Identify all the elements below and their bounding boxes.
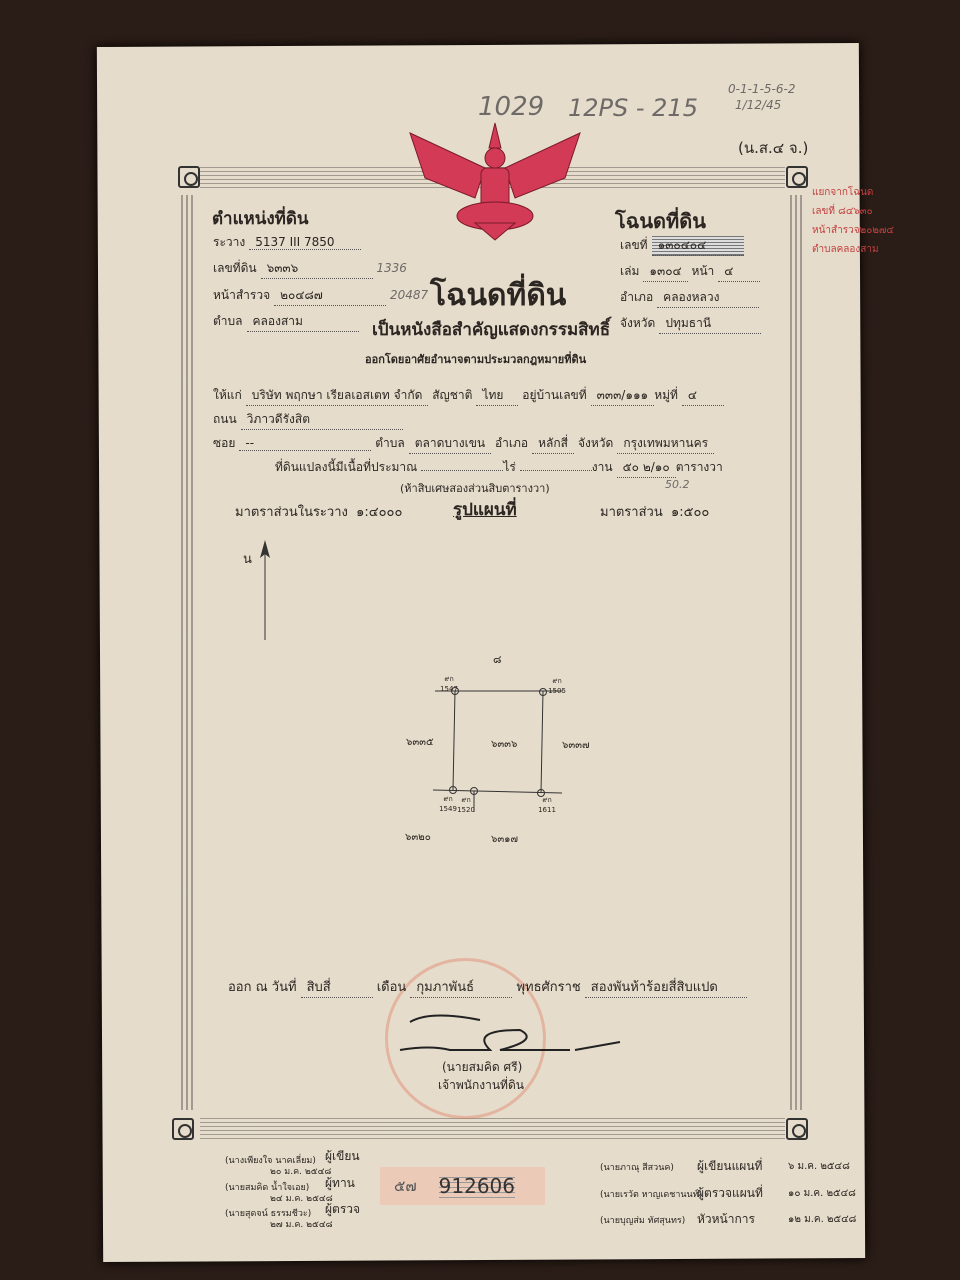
lot-west: ๖๓๓๕ <box>406 737 434 748</box>
subdistrict: ตลาดบางเขน <box>409 434 491 454</box>
serial-prefix: ๕๗ <box>394 1177 417 1195</box>
label: เล่ม <box>620 264 640 278</box>
corner-ornament-icon <box>786 1118 808 1140</box>
marker-label: ๙ก 1549 <box>439 795 457 813</box>
soi: -- <box>239 436 371 451</box>
label: เลขที่ <box>620 238 648 252</box>
parcel-map <box>400 640 640 850</box>
province: ปทุมธานี <box>659 314 761 334</box>
handwritten-date: 1/12/45 <box>735 98 782 112</box>
label: พุทธศักราช <box>516 980 581 995</box>
signatory-date: ๒๐ ม.ค. ๒๕๔๘ <box>270 1167 332 1177</box>
signatory-role: ผู้ตรวจแผนที่ <box>697 1186 763 1200</box>
signatory-name: (นายสุดจน์ ธรรมชีวะ) <box>225 1209 312 1219</box>
label: ซอย <box>213 436 236 450</box>
square-wa: ๕๐ ๒/๑๐ <box>617 458 676 478</box>
label: จังหวัด <box>620 316 656 330</box>
drawing-scale: ๑:๕๐๐ <box>670 505 710 520</box>
label: เลขที่ดิน <box>213 261 257 275</box>
serial-box <box>380 1167 545 1205</box>
corner-ornament-icon <box>178 166 200 188</box>
issue-year: สองพันห้าร้อยสี่สิบแปด <box>585 976 747 998</box>
corner-ornament-icon <box>786 166 808 188</box>
label: หมู่ที่ <box>654 388 678 402</box>
north-arrow-icon <box>258 540 272 640</box>
signatory-date: ๒๔ ม.ค. ๒๕๔๘ <box>270 1194 333 1204</box>
deed-heading: โฉนดที่ดิน <box>615 209 706 233</box>
label: อำเภอ <box>620 290 654 304</box>
location-value: คลองสาม <box>247 312 359 332</box>
label: ตารางวา <box>675 460 723 474</box>
officer-title: เจ้าพนักงานที่ดิน <box>438 1078 524 1092</box>
serial-number: 912606 <box>438 1174 515 1198</box>
side-note-line: หน้าสำรวจ๒๐๒๗๔ <box>812 225 894 236</box>
border-microtext <box>181 195 195 1110</box>
location-value: 5137 III 7850 <box>249 235 361 250</box>
label: อยู่บ้านเลขที่ <box>522 388 587 402</box>
border-microtext <box>790 195 804 1110</box>
officer-name: (นายสมคิด ศรี) <box>442 1060 523 1074</box>
location-value: ๖๓๓๖ <box>261 259 373 279</box>
label: มาตราส่วนในระวาง <box>235 505 348 520</box>
signatory-role: ผู้ตรวจ <box>325 1202 361 1216</box>
location-value: ๒๐๔๘๗ <box>274 286 386 306</box>
signatory-name: (นายสมคิด น้ำใจเอย) <box>225 1183 310 1193</box>
district: คลองหลวง <box>657 288 759 308</box>
side-note-line: ตำบลคลองสาม <box>812 244 879 255</box>
marker-label: ๙ก 1520 <box>457 796 475 814</box>
handwritten-note: 1336 <box>376 261 407 275</box>
issued-under: ออกโดยอาศัยอำนาจตามประมวลกฎหมายที่ดิน <box>365 353 587 366</box>
signatory-date: ๑๐ ม.ค. ๒๕๔๘ <box>788 1188 856 1199</box>
page-number: ๔ <box>718 262 760 282</box>
signatory-role: ผู้เขียนแผนที่ <box>697 1159 763 1173</box>
book-number: ๑๓๐๔ <box>643 262 687 282</box>
garuda-emblem-icon <box>405 118 585 243</box>
signatory-name: (นายภาณุ สีสวนค) <box>600 1163 674 1173</box>
signatory-name: (นางเพียงใจ นาคเลี่ยม) <box>225 1156 316 1166</box>
label: ถนน <box>213 412 237 426</box>
officer-signature <box>370 1010 630 1055</box>
handwritten-ref: 1029 <box>478 92 545 122</box>
label: อำเภอ <box>494 436 529 450</box>
border-microtext <box>200 1117 785 1139</box>
label: มาตราส่วน <box>600 505 663 520</box>
label: สัญชาติ <box>432 388 473 402</box>
document-title: โฉนดที่ดิน <box>430 278 567 313</box>
handwritten-ref: 12PS - 215 <box>568 94 698 122</box>
map-heading: รูปแผนที่ <box>453 500 517 520</box>
lot-southwest: ๖๓๒๐ <box>405 832 431 843</box>
signatory-date: ๒๗ ม.ค. ๒๕๔๘ <box>270 1220 333 1230</box>
label: จังหวัด <box>577 436 614 450</box>
signatory-name: (นายบุญส่ม ทัศสุนทร) <box>600 1216 686 1226</box>
side-note-line: แยกจากโฉนด <box>812 187 874 198</box>
corner-ornament-icon <box>172 1118 194 1140</box>
lot-east: ๖๓๓๗ <box>562 740 590 751</box>
signatory-date: ๑๒ ม.ค. ๒๕๔๘ <box>788 1214 857 1225</box>
road: วิภาวดีรังสิต <box>241 410 403 430</box>
label: งาน <box>591 460 613 474</box>
location-heading: ตำแหน่งที่ดิน <box>212 209 309 229</box>
deed-number: ๑๓๐๔๐๔ <box>652 236 744 256</box>
handwritten-code: 0-1-1-5-6-2 <box>728 82 796 96</box>
signatory-role: ผู้เขียน <box>325 1149 360 1163</box>
form-code: (น.ส.๔ จ.) <box>738 139 809 157</box>
document-subtitle: เป็นหนังสือสำคัญแสดงกรรมสิทธิ์ <box>372 320 611 340</box>
owner-name: บริษัท พฤกษา เรียลเอสเตท จำกัด <box>246 386 429 406</box>
label: เดือน <box>376 980 407 995</box>
issue-month: กุมภาพันธ์ <box>410 976 512 998</box>
handwritten-note: 20487 <box>389 288 429 302</box>
label: ตำบล <box>213 314 243 328</box>
marker-label: ๙ก 1547 <box>440 675 458 693</box>
moo: ๔ <box>682 386 724 406</box>
label: ระวาง <box>213 235 246 249</box>
handwritten-area: 50.2 <box>665 478 690 491</box>
lot-center: ๖๓๓๖ <box>491 739 518 750</box>
marker-label: ๙ก 1611 <box>538 796 556 814</box>
label: ไร่ <box>503 460 516 474</box>
side-note <box>812 183 894 259</box>
rai <box>421 470 503 471</box>
signatory-role: ผู้ทาน <box>325 1176 355 1190</box>
signatory-date: ๖ ม.ค. ๒๕๔๘ <box>788 1161 850 1172</box>
lot-north: ๘ <box>493 653 502 666</box>
signatory-name: (นายเรวัต หาญเดชานนท์) <box>600 1190 703 1200</box>
marker-label: ๙ก 1505 <box>548 677 566 695</box>
lot-south: ๖๓๑๗ <box>491 834 519 845</box>
label: หน้า <box>691 264 715 278</box>
label: ตำบล <box>375 436 405 450</box>
house-number: ๓๓๓/๑๑๑ <box>591 386 655 406</box>
nationality: ไทย <box>476 386 518 406</box>
district: หลักสี่ <box>532 434 574 454</box>
label: หน้าสำรวจ <box>213 288 271 302</box>
area-in-words: (ห้าสิบเศษสองส่วนสิบตารางวา) <box>400 482 550 495</box>
map-scale: ๑:๔๐๐๐ <box>356 505 403 520</box>
side-note-line: เลขที่ ๘๔๖๓๐ <box>812 206 873 217</box>
ngan <box>520 470 592 471</box>
signatory-role: หัวหน้าการ <box>697 1212 755 1226</box>
label: ให้แก่ <box>213 388 242 402</box>
label: ออก ณ วันที่ <box>228 980 297 995</box>
province: กรุงเทพมหานคร <box>617 434 714 454</box>
north-label: น <box>243 552 252 567</box>
issue-day: สิบสี่ <box>301 976 373 998</box>
label: ที่ดินแปลงนี้มีเนื้อที่ประมาณ <box>275 460 418 474</box>
